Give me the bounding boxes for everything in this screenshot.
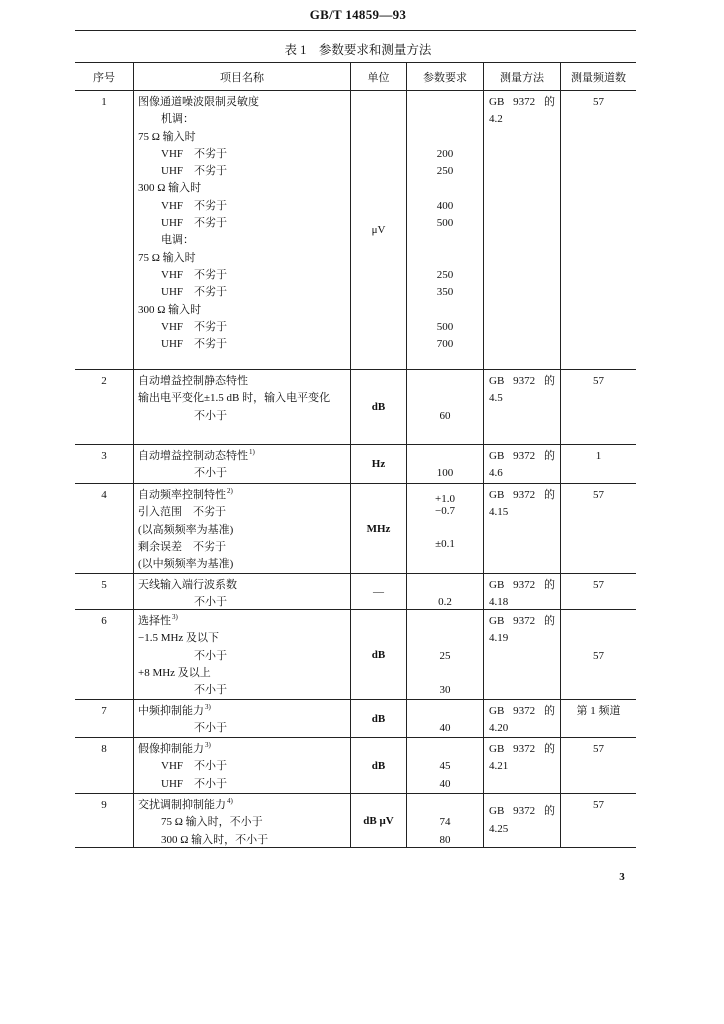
table-row (75, 484, 636, 574)
method-standard: GB 9372 的 (489, 705, 555, 717)
footnote-marker: 3) (172, 613, 178, 621)
item-line: VHF 不劣于 (161, 147, 228, 160)
item-title: 中频抑制能力 (138, 705, 204, 717)
cell-requirement (406, 91, 483, 369)
item-line (134, 448, 350, 465)
item-line: 天线输入端行波系数 (138, 579, 237, 591)
column-header-unit: 单位 (350, 63, 406, 90)
table-row (75, 794, 636, 848)
requirement-value: 40 (439, 777, 451, 790)
item-line: UHF 不劣于 (161, 165, 228, 178)
cell-requirement (406, 574, 483, 609)
footnote-marker: 3) (205, 703, 211, 711)
item-line: 电调： (161, 234, 194, 247)
channel-count: 57 (560, 484, 636, 573)
item-line: 不小于 (194, 649, 227, 662)
cell-unit: Hz (350, 445, 406, 483)
channel-count: 57 (560, 738, 636, 793)
method-clause: 4.25 (489, 822, 509, 835)
cell-unit: dB (350, 610, 406, 699)
item-title: 假像抑制能力 (138, 743, 204, 755)
cell-unit: dB (350, 738, 406, 793)
method-clause: 4.6 (489, 467, 503, 480)
item-title: 自动增益控制动态特性 (138, 450, 248, 462)
cell-item (133, 794, 350, 847)
cell-requirement (406, 794, 483, 847)
item-line (134, 613, 350, 630)
cell-item (133, 700, 350, 737)
requirement-value: 350 (436, 286, 454, 299)
row-number: 5 (101, 579, 107, 591)
cell-item (133, 610, 350, 699)
row-number: 6 (101, 615, 107, 627)
item-line: 不小于 (194, 684, 227, 697)
cell-item (133, 91, 350, 369)
cell-method (483, 700, 560, 737)
cell-requirement (406, 370, 483, 444)
requirement-value: 60 (439, 409, 451, 422)
column-header-requirement: 参数要求 (406, 63, 483, 90)
item-line: 不小于 (194, 409, 227, 422)
requirement-value: 250 (436, 165, 454, 178)
method-clause: 4.5 (489, 392, 503, 405)
item-line: VHF 不劣于 (161, 268, 228, 281)
method-standard: GB 9372 的 (489, 615, 555, 627)
channel-count: 第 1 频道 (560, 700, 636, 737)
footnote-marker: 2) (227, 487, 233, 495)
item-line: VHF 不劣于 (161, 320, 228, 333)
method-clause: 4.20 (489, 722, 509, 735)
requirement-value: 250 (436, 269, 454, 281)
cell-requirement (406, 610, 483, 699)
item-line: 自动增益控制静态特性 (138, 375, 248, 387)
method-clause: 4.18 (489, 596, 509, 609)
requirement-value: 100 (436, 467, 454, 480)
method-standard: GB 9372 的 (489, 450, 555, 462)
requirement-value: 45 (439, 760, 451, 773)
footnote-marker: 3) (205, 741, 211, 749)
table-row (75, 700, 636, 738)
method-clause: 4.2 (489, 113, 503, 126)
item-line (134, 797, 350, 814)
requirement-value: 200 (436, 147, 454, 160)
cell-method (483, 445, 560, 483)
cell-channels (560, 610, 636, 699)
item-line (134, 703, 350, 720)
cell-requirement (406, 445, 483, 483)
cell-method (483, 610, 560, 699)
cell-method (483, 794, 560, 847)
requirement-value: 500 (436, 217, 454, 230)
page-number: 3 (619, 871, 625, 883)
item-line: 300 Ω 输入时 (138, 182, 202, 195)
item-line: 75 Ω 输入时 (138, 130, 196, 143)
cell-unit: dB μV (350, 794, 406, 847)
row-number: 7 (101, 705, 107, 717)
parameter-table (75, 62, 636, 848)
item-line: 图像通道噪波限制灵敏度 (138, 96, 259, 108)
row-number: 2 (101, 375, 107, 387)
header-rule (75, 30, 636, 31)
requirement-value: 25 (439, 649, 451, 662)
item-line: 机调： (161, 113, 194, 126)
item-line: 不小于 (194, 596, 227, 609)
cell-method (483, 484, 560, 573)
item-line: UHF 不劣于 (161, 217, 228, 230)
column-header-channels: 测量频道数 (560, 63, 636, 90)
item-line: 300 Ω 输入时 (138, 303, 202, 316)
cell-unit: — (350, 574, 406, 609)
table-row (75, 91, 636, 370)
cell-requirement (406, 738, 483, 793)
item-line: UHF 不劣于 (161, 286, 228, 299)
requirement-value: 40 (439, 722, 451, 735)
requirement-value: 0.2 (438, 596, 452, 609)
cell-method (483, 370, 560, 444)
method-clause: 4.19 (489, 632, 509, 645)
item-title: 自动频率控制特性 (138, 489, 226, 501)
cell-item (133, 484, 350, 573)
item-line: 75 Ω 输入时 (138, 251, 196, 264)
standard-code-header: GB/T 14859—93 (309, 7, 407, 22)
method-clause: 4.21 (489, 760, 509, 773)
item-line: 输出电平变化±1.5 dB 时，输入电平变化 (138, 392, 331, 405)
item-line: UHF 不劣于 (161, 338, 228, 351)
table-row (75, 370, 636, 445)
item-line: VHF 不劣于 (161, 199, 228, 212)
lower-tolerance: −0.7 (435, 505, 455, 517)
table-row (75, 610, 636, 700)
tolerance-range (407, 493, 483, 517)
cell-requirement (406, 484, 483, 573)
item-line: VHF 不小于 (161, 760, 228, 773)
cell-item (133, 574, 350, 609)
row-number: 1 (101, 96, 107, 108)
method-standard: GB 9372 的 (489, 743, 555, 755)
method-standard: GB 9372 的 (489, 805, 555, 818)
residual-error-value: ±0.1 (435, 538, 455, 551)
item-line: +8 MHz 及以上 (138, 666, 211, 679)
requirement-value: 80 (439, 833, 451, 846)
item-title: 选择性 (138, 615, 171, 627)
item-title: 交扰调制抑制能力 (138, 799, 226, 811)
table-header-row (75, 62, 636, 91)
row-number: 3 (101, 450, 107, 462)
cell-item (133, 370, 350, 444)
channel-count: 57 (593, 649, 604, 662)
upper-tolerance: +1.0 (435, 493, 455, 505)
item-line: UHF 不小于 (161, 777, 228, 790)
item-line: (以中频频率为基准) (138, 558, 234, 571)
method-clause: 4.15 (489, 506, 509, 519)
table-row (75, 574, 636, 610)
channel-count: 57 (560, 794, 636, 847)
row-number: 4 (101, 489, 107, 501)
item-line (134, 741, 350, 758)
requirement-value: 700 (436, 338, 454, 351)
cell-method (483, 574, 560, 609)
row-number: 8 (101, 743, 107, 755)
item-line: 300 Ω 输入时，不小于 (161, 833, 269, 846)
channel-count: 57 (560, 370, 636, 444)
footnote-marker: 1) (249, 448, 255, 456)
method-standard: GB 9372 的 (489, 96, 555, 108)
channel-count: 57 (560, 574, 636, 609)
item-line: 不小于 (194, 722, 227, 735)
cell-unit: dB (350, 370, 406, 444)
requirement-value: 30 (439, 684, 451, 697)
channel-count: 1 (560, 445, 636, 483)
item-line: 引入范围 不劣于 (138, 506, 226, 519)
item-line: −1.5 MHz 及以下 (138, 632, 220, 645)
requirement-value: 400 (436, 199, 454, 212)
cell-unit: dB (350, 700, 406, 737)
cell-item (133, 738, 350, 793)
cell-method (483, 91, 560, 369)
item-line: 75 Ω 输入时，不小于 (161, 816, 263, 829)
method-standard: GB 9372 的 (489, 579, 555, 591)
method-standard: GB 9372 的 (489, 375, 555, 387)
cell-requirement (406, 700, 483, 737)
cell-unit: MHz (350, 484, 406, 573)
item-line: (以高频频率为基准) (138, 523, 234, 536)
channel-count: 57 (560, 91, 636, 369)
cell-item (133, 445, 350, 483)
table-row (75, 445, 636, 484)
item-line (134, 487, 350, 504)
table-caption: 表 1 参数要求和测量方法 (284, 43, 432, 57)
table-row (75, 738, 636, 794)
column-header-no: 序号 (93, 71, 115, 84)
requirement-value: 74 (439, 816, 451, 829)
row-number: 9 (101, 799, 107, 811)
column-header-item: 项目名称 (133, 63, 350, 90)
requirement-value: 500 (436, 320, 454, 333)
column-header-method: 测量方法 (483, 63, 560, 90)
method-standard: GB 9372 的 (489, 489, 555, 501)
cell-method (483, 738, 560, 793)
cell-unit: μV (350, 91, 406, 369)
footnote-marker: 4) (227, 797, 233, 805)
item-line: 不小于 (194, 467, 227, 480)
item-line: 剩余误差 不劣于 (138, 540, 226, 553)
